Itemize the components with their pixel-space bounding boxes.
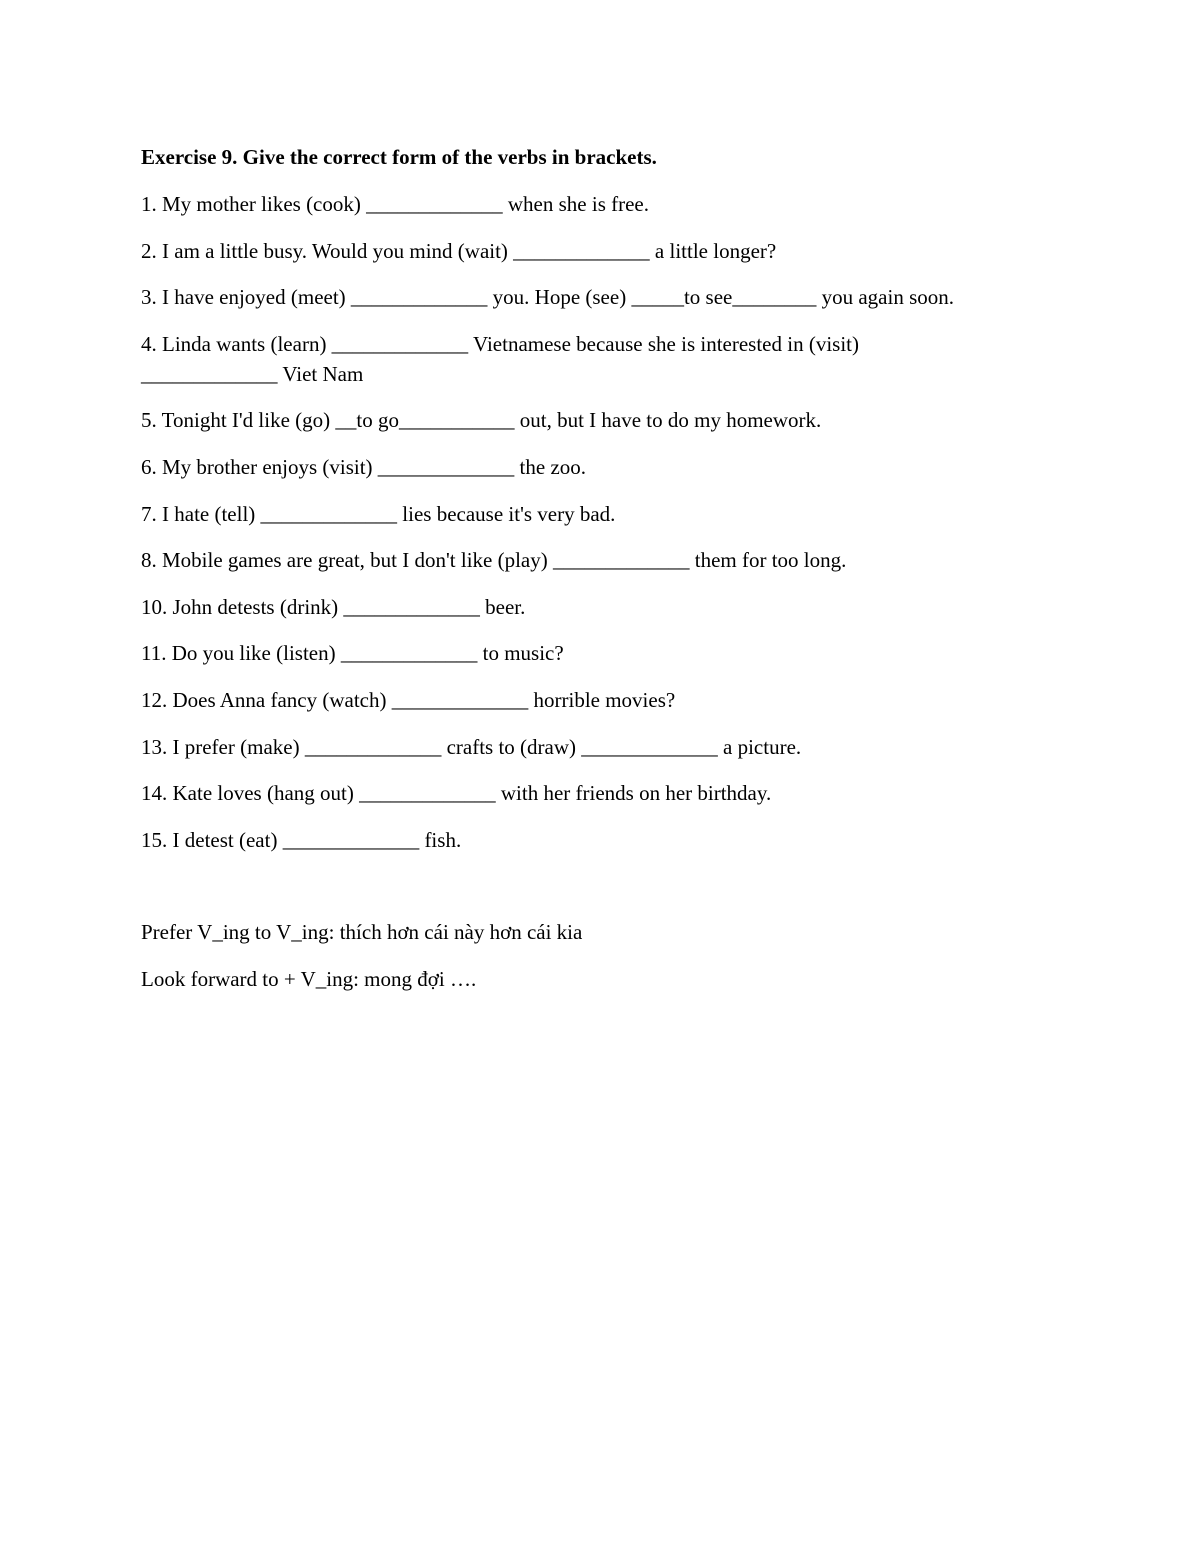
grammar-note-look-forward: Look forward to + V_ing: mong đợi ….	[141, 966, 477, 991]
exercise-item-2: 2. I am a little busy. Would you mind (wait) _____________ a little longer?	[141, 238, 777, 263]
grammar-note-prefer: Prefer V_ing to V_ing: thích hơn cái này hơn cái kia	[141, 920, 583, 945]
exercise-item-11: 11. Do you like (listen) _____________ to music?	[141, 641, 564, 666]
exercise-title: Exercise 9. Give the correct form of the verbs in brackets.	[141, 145, 657, 169]
exercise-item-10: 10. John detests (drink) _____________ beer.	[141, 594, 526, 619]
exercise-item-3: 3. I have enjoyed (meet) _____________ you. Hope (see) _____to see________ you again soon.	[141, 285, 954, 310]
document-body	[141, 143, 1101, 1011]
exercise-item-5: 5. Tonight I'd like (go) __to go___________ out, but I have to do my homework.	[141, 408, 822, 433]
exercise-item-1: 1. My mother likes (cook) _____________ when she is free.	[141, 192, 649, 216]
exercise-item-4: 4. Linda wants (learn) _____________ Vietnamese because she is interested in (visit) _____________ Viet Nam	[141, 331, 859, 386]
exercise-item-6: 6. My brother enjoys (visit) _____________ the zoo.	[141, 454, 587, 479]
spacer	[141, 871, 1101, 917]
exercise-item-12: 12. Does Anna fancy (watch) _____________ horrible movies?	[141, 687, 676, 712]
exercise-item-15: 15. I detest (eat) _____________ fish.	[141, 827, 462, 852]
exercise-item-7: 7. I hate (tell) _____________ lies because it's very bad.	[141, 501, 616, 526]
exercise-item-14: 14. Kate loves (hang out) _____________ with her friends on her birthday.	[141, 781, 772, 806]
exercise-item-13: 13. I prefer (make) _____________ crafts to (draw) _____________ a picture.	[141, 734, 802, 759]
exercise-item-8: 8. Mobile games are great, but I don't like (play) _____________ them for too long.	[141, 548, 847, 573]
